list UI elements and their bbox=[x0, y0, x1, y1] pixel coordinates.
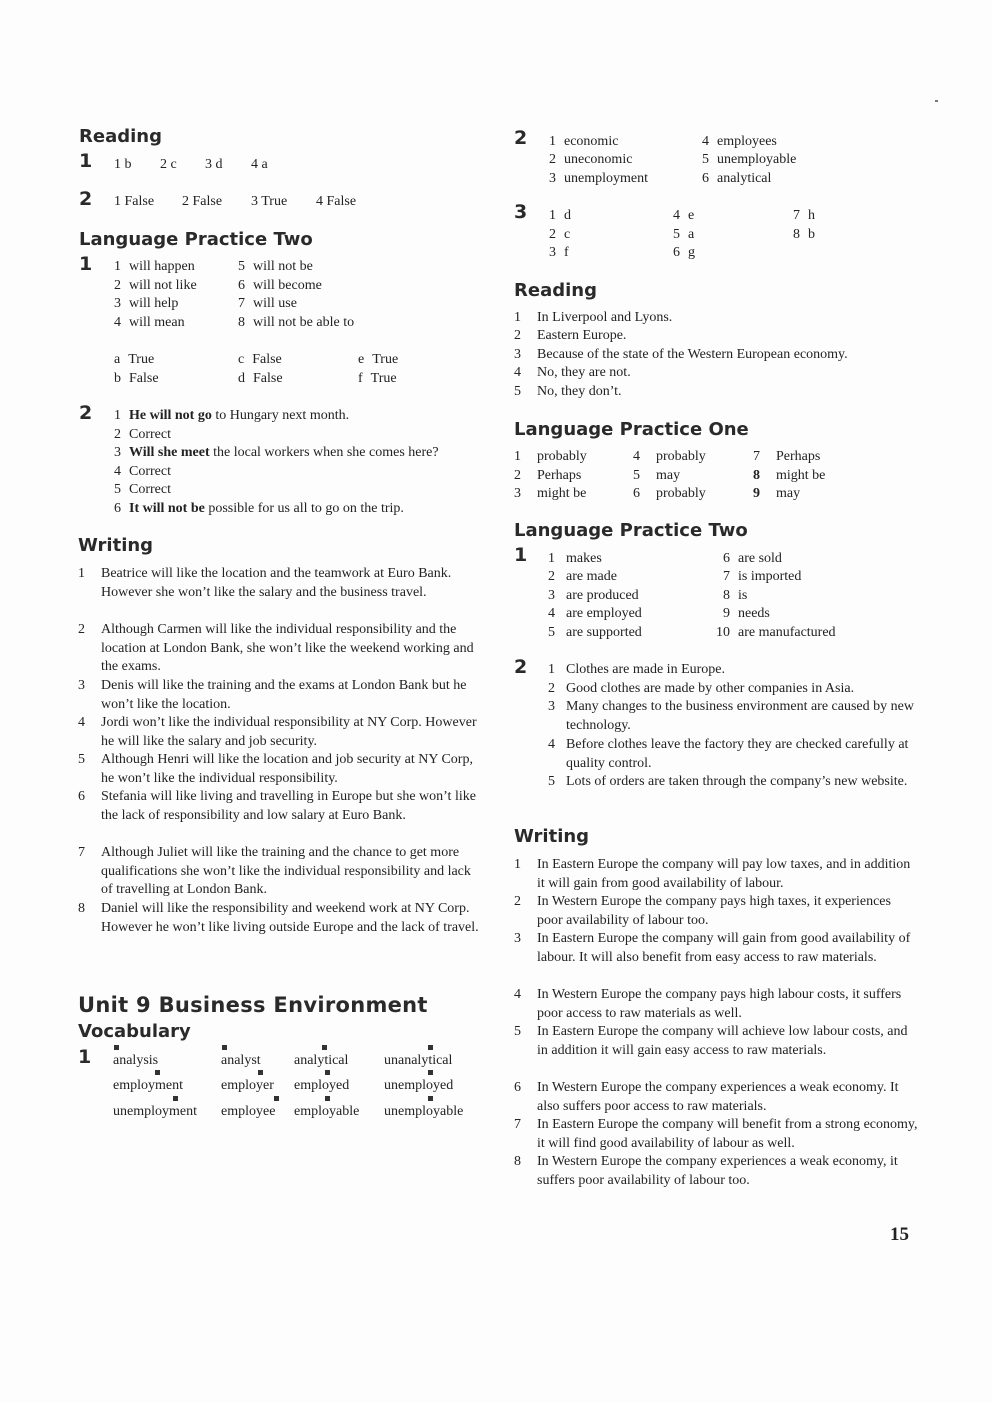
vocab-word: unemployed bbox=[384, 1078, 454, 1093]
list-item: 4 No, they are not. bbox=[514, 365, 631, 380]
list-item: 5 Although Henri will like the location and job security at NY Corp, he won’t like the individual responsibility. bbox=[78, 752, 473, 786]
stress-mark-icon bbox=[274, 1096, 279, 1101]
writing-heading: Writing bbox=[514, 826, 590, 847]
list-item: 3 f bbox=[549, 245, 569, 260]
list-item: 8 b bbox=[793, 227, 815, 242]
list-item: 1 economic bbox=[549, 134, 619, 149]
list-item: 3 Because of the state of the Western European economy. bbox=[514, 347, 848, 362]
list-item: 3 Many changes to the business environment are caused by new technology. bbox=[548, 699, 914, 733]
answer: 3 d bbox=[205, 157, 223, 172]
list-item: 5 No, they don’t. bbox=[514, 384, 622, 399]
list-item: 7 Although Juliet will like the training and the chance to get more qualifications she won’t like the individual responsibility and lack of travelling at London Bank. bbox=[78, 845, 471, 898]
list-item: e True bbox=[358, 352, 399, 367]
list-item: 7 is imported bbox=[723, 569, 802, 584]
vocab-word: analytical bbox=[294, 1053, 349, 1068]
list-item: 4 Correct bbox=[114, 464, 171, 479]
list-item: 6 In Western Europe the company experiences a weak economy. It also suffers poor access to raw materials. bbox=[514, 1080, 899, 1114]
list-item: 5 Correct bbox=[114, 482, 171, 497]
list-item: 4 probably bbox=[633, 449, 706, 464]
answer: 1 False bbox=[114, 194, 155, 209]
list-item: 4 will mean bbox=[114, 315, 185, 330]
exercise-number: 1 bbox=[514, 544, 528, 566]
stress-mark-icon bbox=[325, 1070, 330, 1075]
list-item: 7 h bbox=[793, 208, 815, 223]
vocabulary-heading: Vocabulary bbox=[78, 1021, 191, 1042]
list-item: 8 is bbox=[723, 588, 748, 603]
list-item: d False bbox=[238, 371, 283, 386]
stress-mark-icon bbox=[325, 1096, 330, 1101]
exercise-number: 2 bbox=[514, 127, 528, 149]
list-item: 3 unemployment bbox=[549, 171, 648, 186]
answer: 2 False bbox=[182, 194, 223, 209]
exercise-number: 1 bbox=[79, 150, 93, 172]
unit-title: Unit 9 Business Environment bbox=[78, 993, 428, 1017]
list-item: 1 will happen bbox=[114, 259, 195, 274]
list-item: 8 might be bbox=[753, 468, 826, 483]
list-item: b False bbox=[114, 371, 159, 386]
exercise-number: 2 bbox=[79, 402, 93, 424]
list-item: 2 In Western Europe the company pays high taxes, it experiences poor availability of labour too. bbox=[514, 894, 891, 928]
list-item: 3 will help bbox=[114, 296, 179, 311]
list-item: 1 Clothes are made in Europe. bbox=[548, 662, 726, 677]
list-item: 5 In Eastern Europe the company will achieve low labour costs, and in addition it will gain easy access to raw materials. bbox=[514, 1024, 908, 1058]
list-item: 6 are sold bbox=[723, 551, 782, 566]
list-item: 2 Although Carmen will like the individual responsibility and the location at London Bank, she won’t like the weekend working and the exams. bbox=[78, 622, 474, 675]
list-item: 5 a bbox=[673, 227, 695, 242]
stress-mark-icon bbox=[428, 1096, 433, 1101]
list-item: 6 will become bbox=[238, 278, 322, 293]
vocab-word: unemployable bbox=[384, 1104, 464, 1119]
list-item: 1 probably bbox=[514, 449, 587, 464]
list-item: 7 In Eastern Europe the company will benefit from a strong economy, it will find good availability of labour as well. bbox=[514, 1117, 918, 1151]
stress-mark-icon bbox=[428, 1045, 433, 1050]
stress-mark-icon bbox=[258, 1070, 263, 1075]
list-item: 2 Perhaps bbox=[514, 468, 582, 483]
answer: 1 b bbox=[114, 157, 132, 172]
list-item: 1 d bbox=[549, 208, 571, 223]
language-practice-two-heading: Language Practice Two bbox=[514, 520, 748, 541]
exercise-number: 1 bbox=[79, 253, 93, 275]
list-item: 2 Correct bbox=[114, 427, 171, 442]
vocab-word: analysis bbox=[113, 1053, 159, 1068]
list-item: 6 probably bbox=[633, 486, 706, 501]
stress-mark-icon bbox=[114, 1045, 119, 1050]
list-item: 2 Good clothes are made by other companies in Asia. bbox=[548, 681, 855, 696]
exercise-number: 1 bbox=[78, 1046, 92, 1068]
stress-mark-icon bbox=[155, 1070, 160, 1075]
list-item: 4 are employed bbox=[548, 606, 642, 621]
list-item: 9 needs bbox=[723, 606, 770, 621]
list-item: 8 Daniel will like the responsibility and weekend work at NY Corp. However he won’t like living outside Europe and the lack of travel. bbox=[78, 901, 479, 935]
list-item: 8 In Western Europe the company experiences a weak economy, it suffers poor availability of labour too. bbox=[514, 1154, 898, 1188]
exercise-number: 2 bbox=[79, 188, 93, 210]
stress-mark-icon bbox=[222, 1045, 227, 1050]
list-item: 1 In Liverpool and Lyons. bbox=[514, 310, 673, 325]
vocab-word: unanalytical bbox=[384, 1053, 453, 1068]
exercise-number: 3 bbox=[514, 201, 528, 223]
vocab-word: employed bbox=[294, 1078, 350, 1093]
list-item: 2 Eastern Europe. bbox=[514, 328, 627, 343]
writing-heading: Writing bbox=[78, 535, 154, 556]
list-item: 4 e bbox=[673, 208, 695, 223]
list-item: 1 He will not go to Hungary next month. bbox=[114, 408, 350, 423]
list-item: 3 are produced bbox=[548, 588, 639, 603]
list-item: 4 Jordi won’t like the individual responsibility at NY Corp. However he will like the salary and job security. bbox=[78, 715, 477, 749]
list-item: 6 Stefania will like living and travelling in Europe but she won’t like the lack of responsibility and low salary at Euro Bank. bbox=[78, 789, 476, 823]
list-item: 8 will not be able to bbox=[238, 315, 355, 330]
vocab-word: employable bbox=[294, 1104, 360, 1119]
reading-heading: Reading bbox=[514, 280, 597, 301]
list-item: a True bbox=[114, 352, 155, 367]
list-item: 6 It will not be possible for us all to go on the trip. bbox=[114, 501, 404, 516]
reading-heading: Reading bbox=[79, 126, 162, 147]
list-item: 2 uneconomic bbox=[549, 152, 633, 167]
list-item: 5 may bbox=[633, 468, 681, 483]
answer: 4 False bbox=[316, 194, 357, 209]
list-item: 5 are supported bbox=[548, 625, 642, 640]
list-item: 4 Before clothes leave the factory they are checked carefully at quality control. bbox=[548, 737, 909, 771]
list-item: 1 Beatrice will like the location and the teamwork at Euro Bank. However she won’t like the salary and the business travel. bbox=[78, 566, 452, 600]
answer: 3 True bbox=[251, 194, 288, 209]
list-item: 1 In Eastern Europe the company will pay low taxes, and in addition it will gain from good availability of labour. bbox=[514, 857, 911, 891]
list-item: 3 Will she meet the local workers when she comes here? bbox=[114, 445, 439, 460]
vocab-word: unemployment bbox=[113, 1104, 197, 1119]
stress-mark-icon bbox=[428, 1070, 433, 1075]
list-item: 2 are made bbox=[548, 569, 617, 584]
list-item: f True bbox=[358, 371, 397, 386]
stress-mark-icon bbox=[173, 1096, 178, 1101]
list-item: 9 may bbox=[753, 486, 801, 501]
answer: 2 c bbox=[160, 157, 177, 172]
stress-mark-icon bbox=[322, 1045, 327, 1050]
list-item: 3 might be bbox=[514, 486, 587, 501]
scan-speck-icon bbox=[935, 100, 938, 102]
list-item: 10 are manufactured bbox=[716, 625, 836, 640]
answer: 4 a bbox=[251, 157, 268, 172]
list-item: 7 Perhaps bbox=[753, 449, 821, 464]
list-item: 5 will not be bbox=[238, 259, 313, 274]
vocab-word: employer bbox=[221, 1078, 274, 1093]
list-item: 1 makes bbox=[548, 551, 602, 566]
vocab-word: analyst bbox=[221, 1053, 261, 1068]
list-item: 6 analytical bbox=[702, 171, 772, 186]
language-practice-one-heading: Language Practice One bbox=[514, 419, 749, 440]
vocab-word: employee bbox=[221, 1104, 276, 1119]
list-item: 2 will not like bbox=[114, 278, 197, 293]
list-item: 4 employees bbox=[702, 134, 777, 149]
exercise-number: 2 bbox=[514, 656, 528, 678]
vocab-word: employment bbox=[113, 1078, 183, 1093]
list-item: 6 g bbox=[673, 245, 695, 260]
page-number: 15 bbox=[890, 1224, 909, 1245]
list-item: 5 unemployable bbox=[702, 152, 797, 167]
list-item: 7 will use bbox=[238, 296, 297, 311]
list-item: 3 In Eastern Europe the company will gain from good availability of labour. It will also benefit from easy access to raw materials. bbox=[514, 931, 911, 965]
list-item: 4 In Western Europe the company pays high labour costs, it suffers poor access to raw materials as well. bbox=[514, 987, 902, 1021]
list-item: 2 c bbox=[549, 227, 571, 242]
language-practice-two-heading: Language Practice Two bbox=[79, 229, 313, 250]
list-item: 5 Lots of orders are taken through the company’s new website. bbox=[548, 774, 908, 789]
list-item: c False bbox=[238, 352, 282, 367]
list-item: 3 Denis will like the training and the exams at London Bank but he won’t like the location. bbox=[78, 678, 467, 712]
